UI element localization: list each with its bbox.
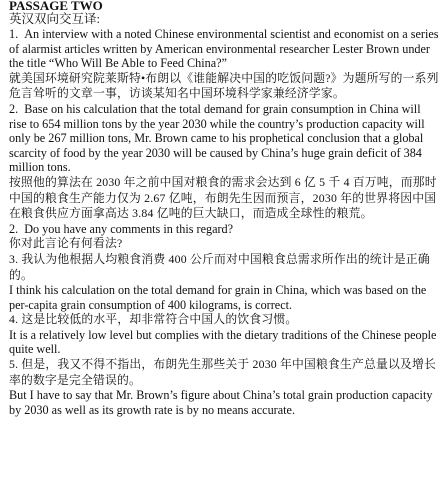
passage-subtitle: 英汉双向交互译:: [9, 12, 100, 26]
paragraph-3-en: [9, 222, 441, 237]
paragraph-3-zh: 你对此言论有何看法?: [9, 236, 123, 251]
paragraph-6-en: But I have to say that Mr. Brown’s figure about China’s total grain production capacity by 2030 as well as its growth rate is by no means accurate.: [9, 388, 433, 417]
paragraph-number: 1.: [9, 27, 19, 41]
paragraph-text: 这是比较低的水平，却非常符合中国人的饮食习惯。: [21, 312, 298, 327]
paragraph-text: 但是，我又不得不指出，布朗先生那些关于 2030 年中国粮食生产总量以及增长率的数字是完全错误的。: [9, 357, 437, 387]
paragraph-4-en: I think his calculation on the total demand for grain in China, which was based on the per-capita grain consumption of 400 kilograms, is correct.: [9, 283, 427, 312]
paragraph-text: Do you have any comments in this regard?: [24, 221, 234, 236]
passage-title: PASSAGE TWO: [9, 0, 103, 13]
paragraph-2-en: [9, 102, 441, 175]
paragraph-4-zh: [9, 252, 441, 283]
passage-page: [9, 0, 441, 417]
paragraph-5-zh: [9, 312, 441, 328]
paragraph-6-zh: [9, 357, 441, 388]
paragraph-text: Base on his calculation that the total demand for grain consumption in China will rise to 654 million tons by the year 2030 while the country’s production capacity will only be 267 million tons, Mr. Brown came to his prophetical conclusion that a global scarcity of food by the year 2030 will be caused by China’s huge grain deficit of 384 million tons.: [9, 101, 425, 175]
paragraph-number: 4.: [9, 312, 19, 327]
paragraph-number: 2.: [9, 221, 19, 236]
paragraph-2-zh: 按照他的算法在 2030 年之前中国对粮食的需求会达到 6 亿 5 千 4 百万吨，而那时中国的粮食生产能力仅为 2.67 亿吨，布朗先生因而预言，2030 年的世界将因中国在粮食供应方面拿高达 3.84 亿吨的巨大缺口，而造成全球性的粮荒。: [9, 174, 437, 221]
paragraph-5-en: It is a relatively low level but complies with the dietary traditions of the Chinese people quite well.: [9, 327, 437, 357]
paragraph-number: 2.: [9, 101, 19, 116]
paragraph-number: 3.: [9, 251, 19, 266]
paragraph-1-en: [9, 27, 441, 71]
paragraph-text: An interview with a noted Chinese environmental scientist and economist on a series of alarmist articles written by American environmental researcher Lester Brown under the title “Who Will Be Able to Feed China?”: [9, 27, 439, 71]
paragraph-number: 5.: [9, 357, 19, 372]
paragraph-text: 我认为他根据人均粮食消费 400 公斤而对中国粮食总需求所作出的统计是正确的。: [9, 251, 430, 282]
paragraph-1-zh: 就美国环境研究院莱斯特•布朗以《谁能解决中国的吃饭问题?》为题所写的一系列危言耸听的文章一事，访谈某知名中国环境科学家兼经济学家。: [9, 70, 439, 101]
